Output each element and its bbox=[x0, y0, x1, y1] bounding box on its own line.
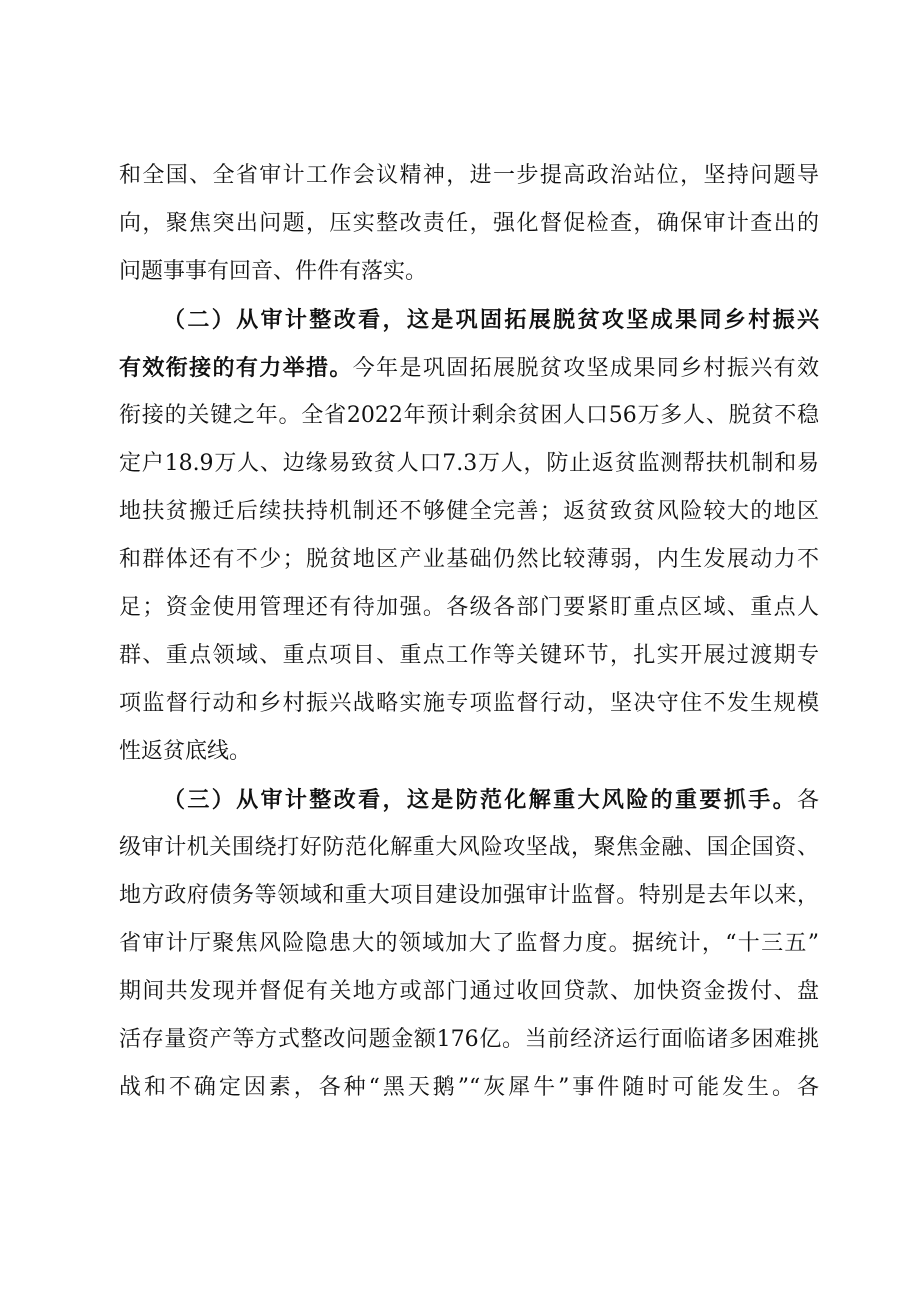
text-line: 省审计厅聚焦风险隐患大的领域加大了监督力度。据统计，“十三五” bbox=[119, 931, 819, 956]
text-line: 和群体还有不少；脱贫地区产业基础仍然比较薄弱，内生发展动力不 bbox=[119, 547, 819, 572]
text-line: 群、重点领域、重点项目、重点工作等关键环节，扎实开展过渡期专 bbox=[119, 643, 819, 668]
text-line: 向，聚焦突出问题，压实整改责任，强化督促检查，确保审计查出的 bbox=[119, 211, 819, 236]
text-line bbox=[119, 344, 819, 392]
text-line: 级审计机关围绕打好防范化解重大风险攻坚战，聚焦金融、国企国资、 bbox=[119, 835, 819, 860]
text-line: 地扶贫搬迁后续扶持机制还不够健全完善；返贫致贫风险较大的地区 bbox=[119, 499, 819, 524]
text-line: 和全国、全省审计工作会议精神，进一步提高政治站位，坚持问题导 bbox=[119, 163, 819, 188]
text-line: 问题事事有回音、件件有落实。 bbox=[119, 259, 428, 284]
text-line: 地方政府债务等领域和重大项目建设加强审计监督。特别是去年以来， bbox=[119, 883, 819, 908]
text-line: 足；资金使用管理还有待加强。各级各部门要紧盯重点区域、重点人 bbox=[119, 595, 819, 620]
section-heading-line bbox=[119, 776, 819, 824]
text-line: 衔接的关键之年。全省2022年预计剩余贫困人口56万多人、脱贫不稳 bbox=[119, 403, 819, 428]
section-heading-continued: 有效衔接的有力举措。 bbox=[119, 355, 353, 381]
document-page bbox=[119, 152, 819, 1112]
section-heading: （三）从审计整改看，这是防范化解重大风险的重要抓手。 bbox=[163, 787, 797, 813]
text-line: 项监督行动和乡村振兴战略实施专项监督行动，坚决守住不发生规模 bbox=[119, 691, 819, 716]
body-text: 今年是巩固拓展脱贫攻坚成果同乡村振兴有效 bbox=[352, 356, 819, 381]
section-heading: （二）从审计整改看，这是巩固拓展脱贫攻坚成果同乡村振兴 bbox=[163, 307, 819, 333]
text-line: 性返贫底线。 bbox=[119, 739, 252, 764]
section-heading-line bbox=[119, 296, 819, 344]
text-line: 活存量资产等方式整改问题金额176亿。当前经济运行面临诸多困难挑 bbox=[119, 1027, 819, 1052]
body-text: 各 bbox=[796, 788, 819, 813]
text-line: 战和不确定因素，各种“黑天鹅”“灰犀牛”事件随时可能发生。各 bbox=[119, 1075, 819, 1100]
text-line: 定户18.9万人、边缘易致贫人口7.3万人，防止返贫监测帮扶机制和易 bbox=[119, 451, 819, 476]
text-line: 期间共发现并督促有关地方或部门通过收回贷款、加快资金拨付、盘 bbox=[119, 979, 819, 1004]
